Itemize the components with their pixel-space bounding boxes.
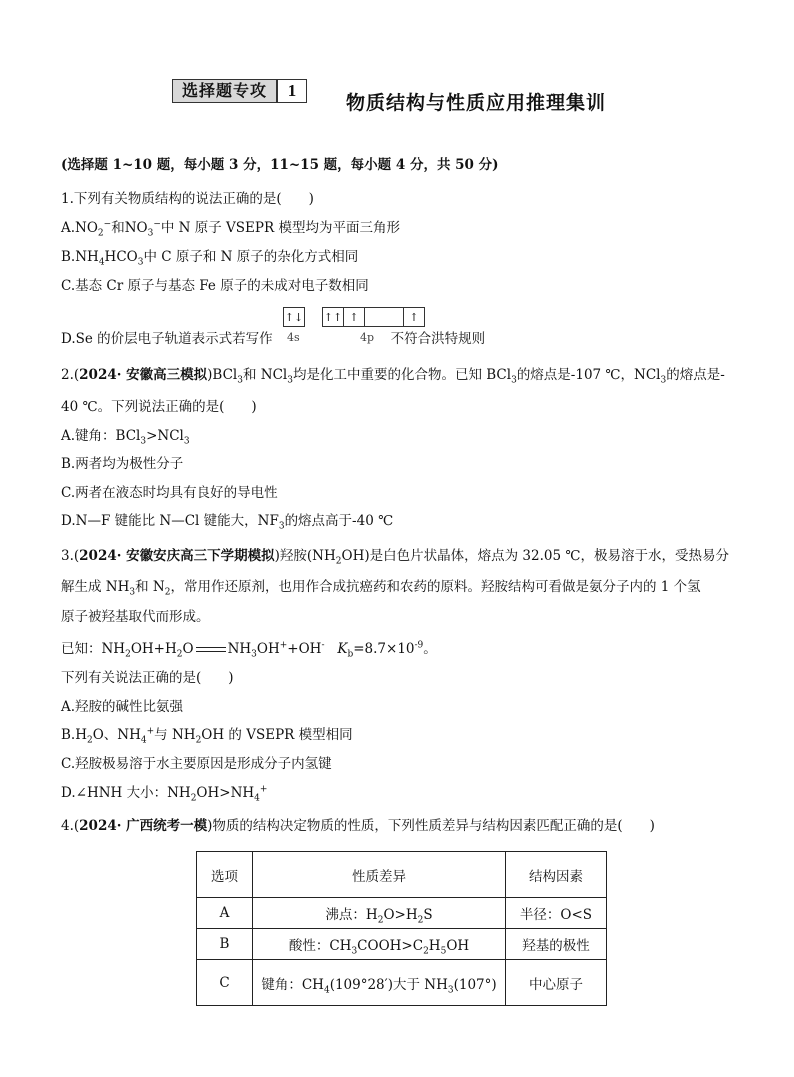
q2-stem-line2: 40 ℃。下列说法正确的是( ) [61,399,257,415]
q3-stem-line1: 3.(2024· 安徽安庆高三下学期模拟)羟胺$(NH_2OH)$是白色片状晶体，熔点为 32.05 ℃，极易溶于水，受热易分 [61,548,729,567]
q4-stem: 4.(2024· 广西统考一模)物质的结构决定物质的性质，下列性质差异与结构因素匹配正确的是( ) [61,818,655,834]
table-cell: 酸性：$CH_3COOH>C_2H_5OH$ [253,929,506,960]
section-number: 1 [278,80,306,102]
table-cell: 键角：$CH_4(109^\circ 28')$大于 $NH_3(107^\circ)$ [253,960,506,1006]
q2-option-b[interactable]: B.两者均为极性分子 [61,456,184,472]
orbital-box: ↑ [404,307,425,327]
section-label: 选择题专攻 [173,80,278,102]
q3-option-b[interactable]: $B.H_2O$、$NH_4^+$与 $NH_2OH$ 的 VSEPR 模型相同 [61,726,353,746]
orbital-4s-diagram [283,307,305,327]
table-cell: A [197,898,253,929]
q1-option-d[interactable]: D.Se 的价层电子轨道表示式若写作 不符合洪特规则 [61,331,486,347]
table-cell: 羟基的极性 [506,929,607,960]
q2-option-c[interactable]: C.两者在液态时均具有良好的导电性 [61,485,278,501]
table-header-cell: 性质差异 [253,852,506,898]
orbital-box [365,307,404,327]
table-cell: C [197,960,253,1006]
orbital-4p-label: 4p [360,331,375,344]
page-title: 物质结构与性质应用推理集训 [346,92,607,114]
q3-stem: 下列有关说法正确的是( ) [61,670,234,686]
q2-option-a[interactable]: A.键角：BCl$_3$>NCl$_3$ [61,428,190,447]
q3-equation: 已知：$NH_2OH+H_2O$ $NH_3OH^++OH^-$ $K_b=8.7\times 10^{-9}$。 [61,640,437,660]
section-banner [172,79,307,103]
instructions: (选择题 1~10 题，每小题 3 分，11~15 题，每小题 4 分，共 50 分) [61,157,499,173]
table-cell: B [197,929,253,960]
q1-stem: 1.下列有关物质结构的说法正确的是( ) [61,191,314,207]
orbital-4s-label: 4s [287,331,300,344]
q3-stem-line3: 原子被羟基取代而形成。 [61,609,210,625]
table-cell: 沸点：$H_2O>H_2S$ [253,898,506,929]
table-header-row [197,852,607,898]
q4-source: 2024· 广西统考一模 [79,818,208,834]
q2-option-d[interactable]: D.N—F 键能比 N—Cl 键能大，$NF_3$的熔点高于-40 ℃ [61,513,394,532]
table-header-cell: 选项 [197,852,253,898]
orbital-box: ↑↑ [322,307,344,327]
orbital-4p-diagram [322,307,425,327]
q3-option-a[interactable]: A.羟胺的碱性比氨强 [61,699,184,715]
q2-source: 2024· 安徽高三模拟 [79,367,208,383]
equilibrium-arrow-icon [196,645,226,655]
q3-option-d[interactable]: D.∠HNH 大小：$NH_2OH>NH_4^+$ [61,784,268,804]
table-row [197,929,607,960]
table-row [197,898,607,929]
table-cell: 半径：O<S [506,898,607,929]
q1-option-a[interactable]: $A.NO_2^-$和$NO_3^-$中 N 原子 VSEPR 模型均为平面三角形 [61,219,400,239]
q4-table [196,851,607,1006]
orbital-box: ↑↓ [283,307,305,327]
table-header-cell: 结构因素 [506,852,607,898]
q1-option-b[interactable]: $B.NH_4HCO_3$中 C 原子和 N 原子的杂化方式相同 [61,249,359,268]
q3-option-c[interactable]: C.羟胺极易溶于水主要原因是形成分子内氢键 [61,756,332,772]
q3-source: 2024· 安徽安庆高三下学期模拟 [79,548,275,564]
q1-option-c[interactable]: C.基态 Cr 原子与基态 Fe 原子的未成对电子数相同 [61,278,369,294]
q2-stem-line1: 2.(2024· 安徽高三模拟)BCl$_3$和 NCl$_3$均是化工中重要的化合物。已知 BCl$_3$的熔点是-107 ℃，NCl$_3$的熔点是- [61,367,725,386]
orbital-box: ↑ [344,307,365,327]
table-row [197,960,607,1006]
q3-stem-line2: 解生成 $NH_3$和 $N_2$，常用作还原剂，也用作合成抗癌药和农药的原料。羟胺结构可看做是氨分子内的 1 个氢 [61,579,701,598]
table-cell: 中心原子 [506,960,607,1006]
